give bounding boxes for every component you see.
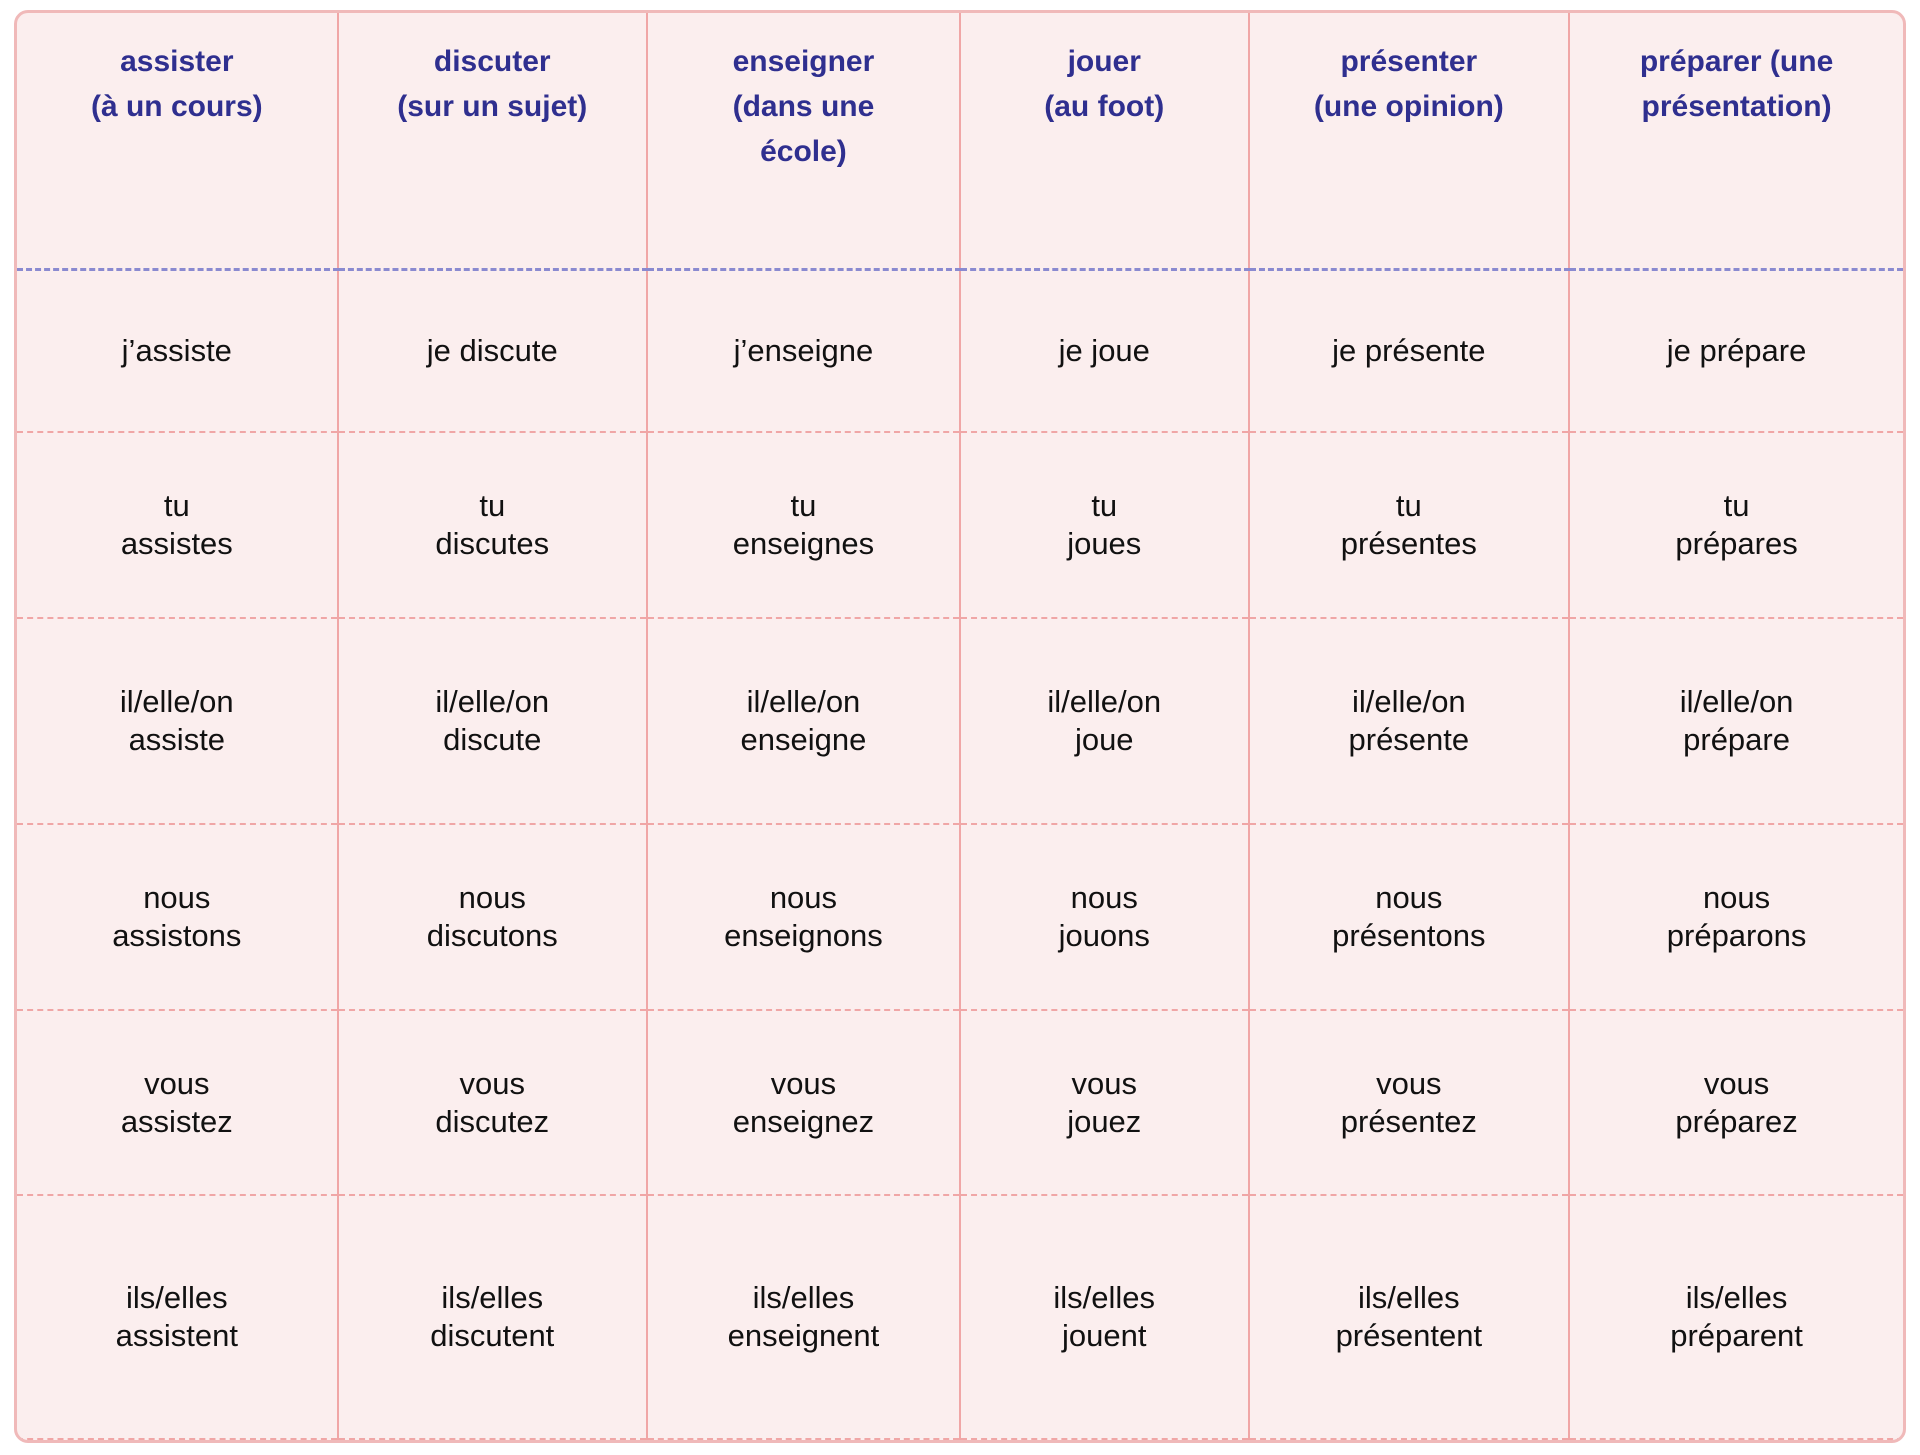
pronoun-text: tu [790,488,817,524]
conjugation-cell [960,432,1249,618]
conjugation-cell [338,270,647,433]
column-header-jouer [960,13,1249,270]
pronoun-text: nous [458,880,526,916]
conjugation-text: présentes [1340,526,1477,562]
conjugation-text: je présente [1332,333,1486,369]
conjugation-cell [1569,618,1903,824]
conjugation-text: assiste [128,722,226,758]
conjugation-cell [1569,824,1903,1010]
verb-gloss: (au foot) [1044,90,1165,123]
conjugation-text: enseigne [740,722,867,758]
column-header-presenter [1249,13,1570,270]
table-body [17,270,1903,1440]
conjugation-cell [960,1010,1249,1196]
verb-gloss: (à un cours) [90,90,263,123]
conjugation-cell [338,1010,647,1196]
conjugation-text: j’assiste [121,333,232,369]
conjugation-text: enseignons [724,918,883,954]
conjugation-text: préparent [1670,1318,1803,1354]
pronoun-text: il/elle/on [119,684,234,720]
conjugation-cell [647,1195,960,1439]
conjugation-text: enseignez [732,1103,875,1139]
pronoun-text: ils/elles [1357,1280,1460,1316]
column-header-assister [17,13,338,270]
conjugation-cell [338,618,647,824]
conjugation-text: discute [443,722,542,758]
conjugation-cell [647,1010,960,1196]
conjugation-text: présentent [1335,1318,1483,1354]
conjugation-table [17,13,1903,1440]
verb-infinitive: jouer [1067,45,1141,78]
table-row [17,270,1903,433]
conjugation-text: enseignent [727,1318,880,1354]
conjugation-text: présente [1348,722,1470,758]
verb-gloss: (sur un sujet) [397,90,588,123]
pronoun-text: tu [1395,488,1422,524]
verb-infinitive: préparer (une [1639,45,1834,78]
conjugation-cell [338,824,647,1010]
conjugation-text: assistons [112,918,242,954]
pronoun-text: il/elle/on [1351,684,1466,720]
conjugation-text: jouent [1062,1318,1147,1354]
conjugation-text: je discute [426,333,558,369]
conjugation-text: jouez [1067,1103,1142,1139]
table-row [17,1195,1903,1439]
conjugation-cell [960,270,1249,433]
conjugation-text: enseignes [732,526,875,562]
conjugation-text: préparez [1675,1103,1798,1139]
column-header-preparer [1569,13,1903,270]
conjugation-text: joue [1074,722,1134,758]
pronoun-text: vous [1376,1065,1442,1101]
conjugation-cell [1249,618,1570,824]
verb-infinitive: assister [120,45,234,78]
conjugation-cell [1569,1195,1903,1439]
table-header [17,13,1903,270]
pronoun-text: il/elle/on [1679,684,1794,720]
table-row [17,618,1903,824]
conjugation-cell [960,1195,1249,1439]
conjugation-text: je joue [1058,333,1150,369]
header-row [17,13,1903,270]
column-header-discuter [338,13,647,270]
pronoun-text: nous [1070,880,1138,916]
conjugation-cell [1569,270,1903,433]
conjugation-text: assistent [115,1318,238,1354]
conjugation-text: discutes [435,526,550,562]
conjugation-text: je prépare [1666,333,1807,369]
verb-gloss: (une opinion) [1313,90,1504,123]
conjugation-cell [1249,824,1570,1010]
conjugation-text: joues [1067,526,1142,562]
conjugation-cell [647,824,960,1010]
conjugation-text: discutons [426,918,558,954]
verb-infinitive: présenter [1340,45,1478,78]
pronoun-text: nous [1702,880,1771,916]
conjugation-text: présentons [1332,918,1486,954]
conjugation-text: discutent [430,1318,555,1354]
conjugation-text: j’enseigne [733,333,874,369]
pronoun-text: il/elle/on [1047,684,1162,720]
verb-infinitive: enseigner [732,45,875,78]
pronoun-text: nous [143,880,211,916]
conjugation-cell [647,618,960,824]
conjugation-text: préparons [1666,918,1807,954]
pronoun-text: ils/elles [441,1280,544,1316]
conjugation-text: prépare [1683,722,1790,758]
table-row [17,824,1903,1010]
conjugation-cell [1569,432,1903,618]
conjugation-cell [647,270,960,433]
conjugation-cell [338,432,647,618]
pronoun-text: tu [479,488,506,524]
pronoun-text: vous [144,1065,210,1101]
pronoun-text: vous [770,1065,837,1101]
verb-gloss-continuation: école) [760,135,847,168]
pronoun-text: ils/elles [1685,1280,1788,1316]
conjugation-text: discutez [435,1103,550,1139]
conjugation-card [14,10,1906,1443]
conjugation-text: jouons [1058,918,1150,954]
pronoun-text: tu [1723,488,1750,524]
conjugation-cell [17,618,338,824]
conjugation-cell [338,1195,647,1439]
conjugation-cell [960,618,1249,824]
pronoun-text: ils/elles [1053,1280,1156,1316]
pronoun-text: tu [1091,488,1118,524]
conjugation-text: présentez [1340,1103,1477,1139]
conjugation-cell [1249,432,1570,618]
pronoun-text: ils/elles [125,1280,228,1316]
pronoun-text: vous [459,1065,525,1101]
table-row [17,1010,1903,1196]
conjugation-cell [17,270,338,433]
pronoun-text: tu [163,488,190,524]
verb-infinitive: discuter [433,45,551,78]
conjugation-cell [17,1010,338,1196]
conjugation-cell [1569,1010,1903,1196]
pronoun-text: nous [1375,880,1443,916]
conjugation-cell [1249,1195,1570,1439]
conjugation-cell [1249,270,1570,433]
pronoun-text: nous [769,880,838,916]
conjugation-text: prépares [1675,526,1798,562]
conjugation-cell [647,432,960,618]
column-header-enseigner [647,13,960,270]
conjugation-text: assistes [120,526,233,562]
conjugation-cell [1249,1010,1570,1196]
verb-gloss: présentation) [1641,90,1832,123]
table-row [17,432,1903,618]
conjugation-cell [17,1195,338,1439]
pronoun-text: il/elle/on [746,684,861,720]
conjugation-text: assistez [120,1103,233,1139]
conjugation-cell [17,824,338,1010]
pronoun-text: vous [1703,1065,1770,1101]
pronoun-text: il/elle/on [435,684,550,720]
conjugation-cell [960,824,1249,1010]
pronoun-text: ils/elles [752,1280,855,1316]
verb-gloss: (dans une [732,90,875,123]
pronoun-text: vous [1071,1065,1137,1101]
conjugation-cell [17,432,338,618]
